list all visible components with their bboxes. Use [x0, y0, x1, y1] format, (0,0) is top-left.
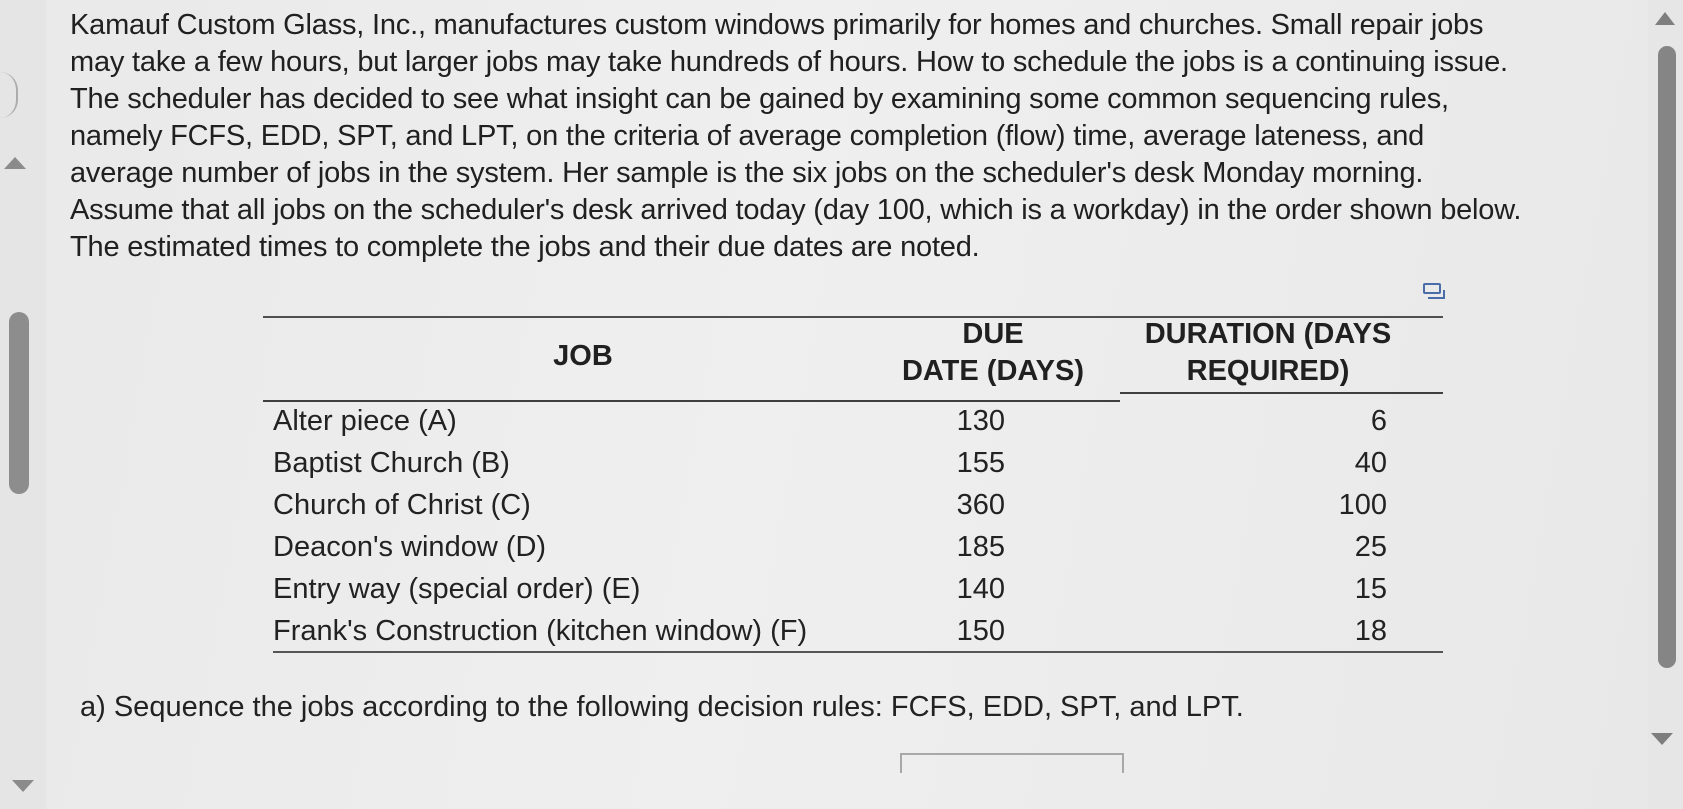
problem-line: Kamauf Custom Glass, Inc., manufactures custom windows primarily for homes and churches. Small repair jobs — [70, 9, 1484, 41]
job-cell: Baptist Church (B) — [273, 447, 510, 479]
duration-cell: 100 — [1338, 489, 1387, 521]
job-column-header — [513, 338, 653, 375]
job-header-text: JOB — [553, 340, 613, 372]
table-row — [263, 484, 1443, 526]
left-scroll-down-icon[interactable] — [12, 780, 34, 792]
due-header-line-1: DUE — [962, 318, 1024, 350]
popout-icon[interactable] — [1423, 283, 1445, 301]
job-cell: Church of Christ (C) — [273, 489, 531, 521]
question-part-a: a) Sequence the jobs according to the following decision rules: FCFS, EDD, SPT, and LPT. — [80, 691, 1244, 723]
duration-cell: 40 — [1354, 447, 1387, 479]
duration-cell: 6 — [1370, 405, 1387, 437]
due-date-cell: 360 — [956, 489, 1005, 521]
left-scrollbar-thumb[interactable] — [9, 312, 29, 494]
problem-line: The scheduler has decided to see what insight can be gained by examining some common sequencing rules, — [70, 83, 1449, 115]
due-date-cell: 155 — [956, 447, 1005, 479]
due-date-cell: 185 — [956, 531, 1005, 563]
job-cell: Frank's Construction (kitchen window) (F) — [273, 615, 808, 647]
due-date-column-header — [883, 316, 1103, 390]
job-cell: Entry way (special order) (E) — [273, 573, 641, 605]
table-bottom-rule — [273, 651, 1443, 653]
due-date-cell: 150 — [956, 615, 1005, 647]
duration-cell: 25 — [1354, 531, 1387, 563]
table-row — [263, 610, 1443, 652]
problem-statement — [70, 7, 1630, 266]
problem-line: The estimated times to complete the jobs and their due dates are noted. — [70, 231, 980, 263]
left-scroll-up-icon[interactable] — [4, 157, 26, 169]
header-rule-right — [1120, 392, 1443, 394]
jobs-table — [263, 316, 1443, 656]
due-date-cell: 130 — [956, 405, 1005, 437]
problem-line: may take a few hours, but larger jobs may take hundreds of hours. How to schedule the jobs is a continuing issue. — [70, 46, 1508, 78]
popout-icon-corner — [1428, 290, 1445, 299]
duration-header-line-1: DURATION (DAYS — [1144, 318, 1392, 350]
table-row — [263, 400, 1443, 442]
problem-line: namely FCFS, EDD, SPT, and LPT, on the criteria of average completion (flow) time, average lateness, and — [70, 120, 1425, 152]
table-row — [263, 442, 1443, 484]
job-cell: Alter piece (A) — [273, 405, 457, 437]
job-cell: Deacon's window (D) — [273, 531, 547, 563]
right-scroll-up-icon[interactable] — [1655, 12, 1675, 25]
duration-header-line-2: REQUIRED) — [1186, 355, 1350, 387]
duration-cell: 15 — [1354, 573, 1387, 605]
table-row — [263, 526, 1443, 568]
due-date-cell: 140 — [956, 573, 1005, 605]
problem-line: Assume that all jobs on the scheduler's desk arrived today (day 100, which is a workday) in the order shown below. — [70, 194, 1522, 226]
due-header-line-2: DATE (DAYS) — [901, 355, 1085, 387]
duration-column-header — [1113, 316, 1423, 390]
right-scroll-down-icon[interactable] — [1651, 733, 1673, 745]
right-scrollbar-thumb[interactable] — [1658, 46, 1676, 668]
table-row — [263, 568, 1443, 610]
answer-input-box[interactable] — [900, 753, 1124, 773]
problem-line: average number of jobs in the system. Her sample is the six jobs on the scheduler's desk Monday morning. — [70, 157, 1424, 189]
duration-cell: 18 — [1354, 615, 1387, 647]
